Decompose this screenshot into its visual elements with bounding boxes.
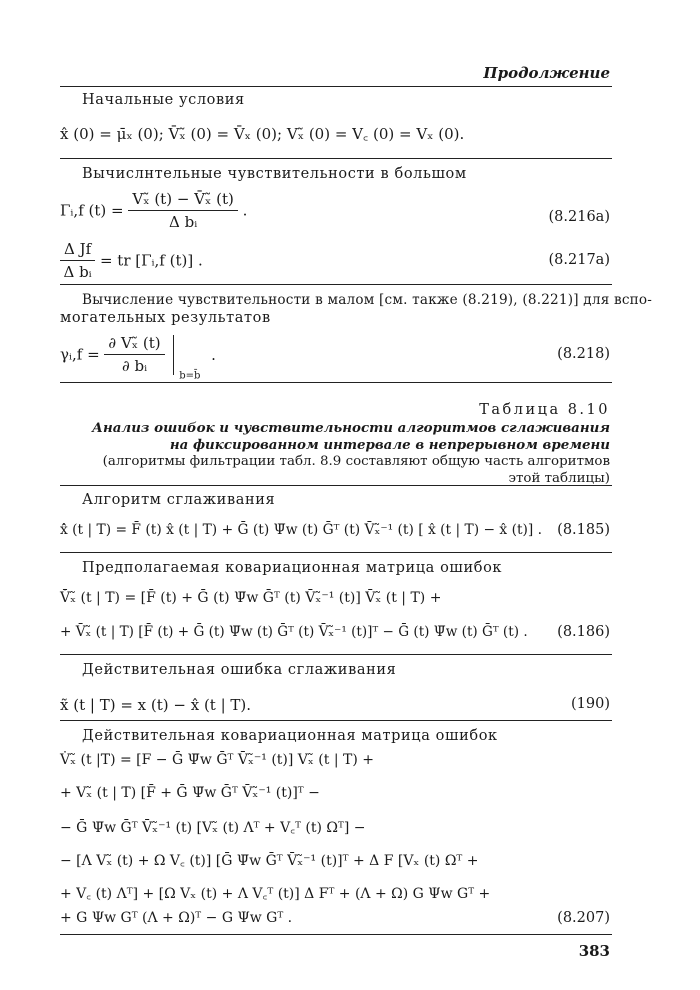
rule-5 [60, 654, 612, 655]
eq-8-217a-numerator: Δ Jf [60, 240, 95, 261]
table-bottom-rule [60, 934, 612, 935]
page-number: 383 [578, 942, 610, 960]
eq-8-216a-tail: . [242, 201, 248, 220]
equation-8-207-line2: + Vₓ̃ (t | T) [F̄ + Ḡ Ψ̄w Ḡᵀ V̄ₓ̃⁻¹ (t)]ᵀ − [60, 785, 320, 801]
table-title-line1: Анализ ошибок и чувствительности алгоритмов сглаживания [92, 420, 610, 436]
small-sensitivity-heading-line2: могательных результатов [60, 310, 271, 326]
eq-8-218-fraction [104, 334, 164, 375]
eq-8-218-eval-bar [173, 335, 174, 375]
eq-8-216a-lhs: Γᵢ,f (t) = [60, 201, 124, 220]
continuation-label: Продолжение [483, 64, 610, 82]
table-note-line1: (алгоритмы фильтрации табл. 8.9 составляют общую часть алгоритмов [102, 454, 610, 469]
initial-conditions-heading: Начальные условия [82, 92, 245, 108]
rule-3 [60, 382, 612, 383]
equation-8-185: x̂̇ (t | T) = F̄ (t) x̂ (t | T) + Ḡ (t) Ψ̄w (t) Ḡᵀ (t) V̄ₓ̃⁻¹ (t) [ x̂ (t | T) − x̂ (t)] . [60, 522, 543, 538]
table-top-rule [60, 485, 612, 486]
eq-number-8-185: (8.185) [557, 522, 610, 538]
equation-8-186-line2: + V̄ₓ̃ (t | T) [F̄ (t) + Ḡ (t) Ψ̄w (t) Ḡᵀ (t) V̄ₓ̃⁻¹ (t)]ᵀ − Ḡ (t) Ψ̄w (t) Ḡᵀ (t) . [60, 624, 528, 640]
equation-8-218 [60, 334, 216, 382]
eq-number-8-218: (8.218) [557, 346, 610, 362]
eq-8-218-numerator: ∂ Vₓ̃ (t) [104, 334, 164, 355]
eq-8-218-tail: . [211, 345, 216, 364]
equation-8-207-line1: V̇ₓ̃ (t |T) = [F − Ḡ Ψ̄w Ḡᵀ V̄ₓ̃⁻¹ (t)] Vₓ̃ (t | T) + [60, 752, 374, 768]
eq-8-216a-denominator: Δ bᵢ [169, 213, 198, 231]
equation-8-207-line5: + V꜀ (t) Λᵀ] + [Ω Vₓ (t) + Λ V꜀ᵀ (t)] Δ Fᵀ + (Λ + Ω) G Ψw Gᵀ + [60, 886, 491, 902]
eq-8-218-denominator: ∂ bᵢ [121, 357, 148, 375]
assumed-covariance-heading: Предполагаемая ковариационная матрица ошибок [82, 560, 503, 576]
equation-8-216a [60, 190, 247, 231]
actual-covariance-heading: Действительная ковариационная матрица ошибок [82, 728, 498, 744]
eq-number-8-186: (8.186) [557, 624, 610, 640]
eq-8-217a-fraction [60, 240, 95, 281]
rule-1 [60, 158, 612, 159]
eq-8-216a-numerator: Vₓ̃ (t) − V̄ₓ̃ (t) [128, 190, 237, 211]
large-sensitivity-heading: Вычислнтельные чувствительности в большом [82, 166, 467, 182]
eq-8-218-lhs: γᵢ,f = [60, 345, 100, 364]
equation-190: x̃ (t | T) = x (t) − x̂ (t | T). [60, 696, 252, 714]
initial-conditions-equation: x̂ (0) = μ̄ₓ (0); V̄ₓ̃ (0) = V̄ₓ (0); Vₓ̃ (0) = V꜀ (0) = Vₓ (0). [60, 125, 465, 143]
header-rule [60, 86, 612, 87]
equation-8-207-line4: − [Λ Vₓ̃ (t) + Ω V꜀ (t)] [Ḡ Ψ̄w Ḡᵀ V̄ₓ̃⁻¹ (t)]ᵀ + Δ F [Vₓ (t) Ωᵀ + [60, 853, 479, 869]
table-title-line2: на фиксированном интервале в непрерывном времени [169, 437, 610, 453]
eq-8-217a-rhs: = tr [Γᵢ,f (t)] . [99, 251, 203, 270]
equation-8-207-line3: − Ḡ Ψ̄w Ḡᵀ V̄ₓ̃⁻¹ (t) [Vₓ̃ (t) Λᵀ + V꜀ᵀ (t) Ωᵀ] − [60, 820, 366, 836]
rule-6 [60, 720, 612, 721]
table-label: Таблица 8.10 [479, 402, 610, 418]
eq-number-8-216a: (8.216a) [548, 209, 610, 225]
eq-number-8-217a: (8.217a) [548, 252, 610, 268]
equation-8-207-line6: + G Ψw Gᵀ (Λ + Ω)ᵀ − G Ψw Gᵀ . [60, 910, 293, 926]
rule-2 [60, 284, 612, 285]
eq-number-8-207: (8.207) [557, 910, 610, 926]
eq-8-218-eval-subscript: b=b̄ [179, 370, 201, 382]
eq-8-217a-denominator: Δ bᵢ [63, 263, 92, 281]
equation-8-186-line1: V̄̇ₓ̃ (t | T) = [F̄ (t) + Ḡ (t) Ψ̄w Ḡᵀ (t) V̄ₓ̃⁻¹ (t)] V̄ₓ̃ (t | T) + [60, 590, 442, 606]
eq-8-216a-fraction [128, 190, 237, 231]
actual-error-heading: Действительная ошибка сглаживания [82, 662, 397, 678]
smoothing-algorithm-heading: Алгоритм сглаживания [82, 492, 276, 508]
eq-number-190: (190) [571, 696, 610, 712]
small-sensitivity-heading-line1: Вычисление чувствительности в малом [см. также (8.219), (8.221)] для вспо- [82, 292, 653, 308]
equation-8-217a [60, 240, 203, 281]
table-note-line2: этой таблицы) [508, 471, 610, 486]
rule-4 [60, 552, 612, 553]
